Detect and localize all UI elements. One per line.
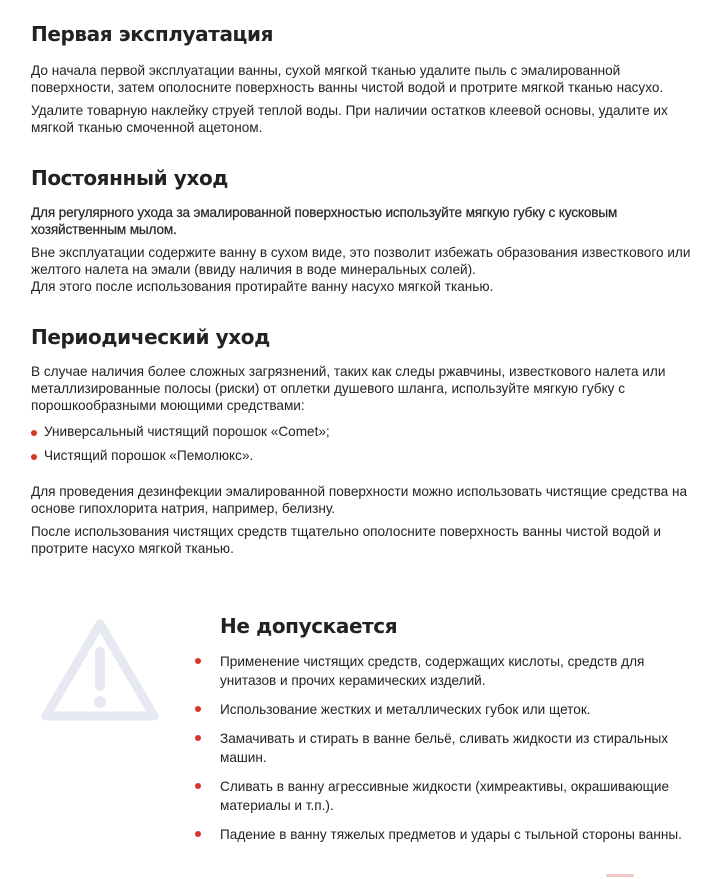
list-item: Сливать в ванну агрессивные жидкости (химреактивы, окрашивающие материалы и т.п.). — [193, 777, 693, 815]
section-regular-care — [31, 164, 693, 295]
section-title: Периодический уход — [31, 325, 270, 349]
section-not-allowed — [0, 612, 724, 872]
section-title: Постоянный уход — [31, 166, 229, 190]
cleaner-list — [31, 423, 693, 464]
section-title: Не допускается — [220, 614, 398, 638]
section-first-use — [31, 20, 693, 136]
list-item: Замачивать и стирать в ванне бельё, сливать жидкости из стиральных машин. — [193, 729, 693, 767]
list-item: Падение в ванну тяжелых предметов и удары с тыльной стороны ванны. — [193, 825, 693, 844]
paragraph: Удалите товарную наклейку струей теплой воды. При наличии остатков клеевой основы, удалите их мягкой тканью смоченной ацетоном. — [31, 103, 668, 135]
list-item: Использование жестких и металлических губок или щеток. — [193, 700, 693, 719]
list-item: Универсальный чистящий порошок «Comet»; — [31, 423, 693, 440]
paragraph: После использования чистящих средств тщательно ополосните поверхность ванны чистой водой и протрите насухо мягкой тканью. — [31, 524, 661, 556]
paragraph: В случае наличия более сложных загрязнений, таких как следы ржавчины, известкового налета или металлизированные полосы (риски) от оплетки душевого шланга, используйте мягкую губку с порошкообразными моющими средствами: — [31, 364, 666, 413]
paragraph-line: Вне эксплуатации содержите ванну в сухом виде, это позволит избежать образования известкового или желтого налета на эмали (ввиду наличия в воде минеральных солей). — [31, 245, 691, 277]
warning-triangle-icon — [38, 616, 162, 724]
list-item: Применение чистящих средств, содержащих кислоты, средств для унитазов и прочих керамических изделий. — [193, 652, 693, 690]
paragraph-emphasis: Для регулярного ухода за эмалированной поверхностью используйте мягкую губку с кусковым хозяйственным мылом. — [31, 205, 618, 237]
paragraph: Для проведения дезинфекции эмалированной поверхности можно использовать чистящие средства на основе гипохлорита натрия, например, белизну. — [31, 484, 688, 516]
prohibited-list — [193, 652, 693, 844]
paragraph — [31, 244, 693, 295]
list-item: Чистящий порошок «Пемолюкс». — [31, 447, 693, 464]
page-edge-mark — [606, 874, 634, 877]
not-allowed-content — [193, 612, 693, 854]
section-periodic-care — [31, 323, 693, 557]
paragraph-line: Для этого после использования протирайте ванну насухо мягкой тканью. — [31, 279, 494, 294]
paragraph: До начала первой эксплуатации ванны, сухой мягкой тканью удалите пыль с эмалированной поверхности, затем ополосните поверхность ванны чистой водой и протрите мягкой тканью насухо. — [31, 63, 664, 95]
instructions-page — [31, 20, 693, 557]
section-title: Первая эксплуатация — [31, 22, 274, 46]
